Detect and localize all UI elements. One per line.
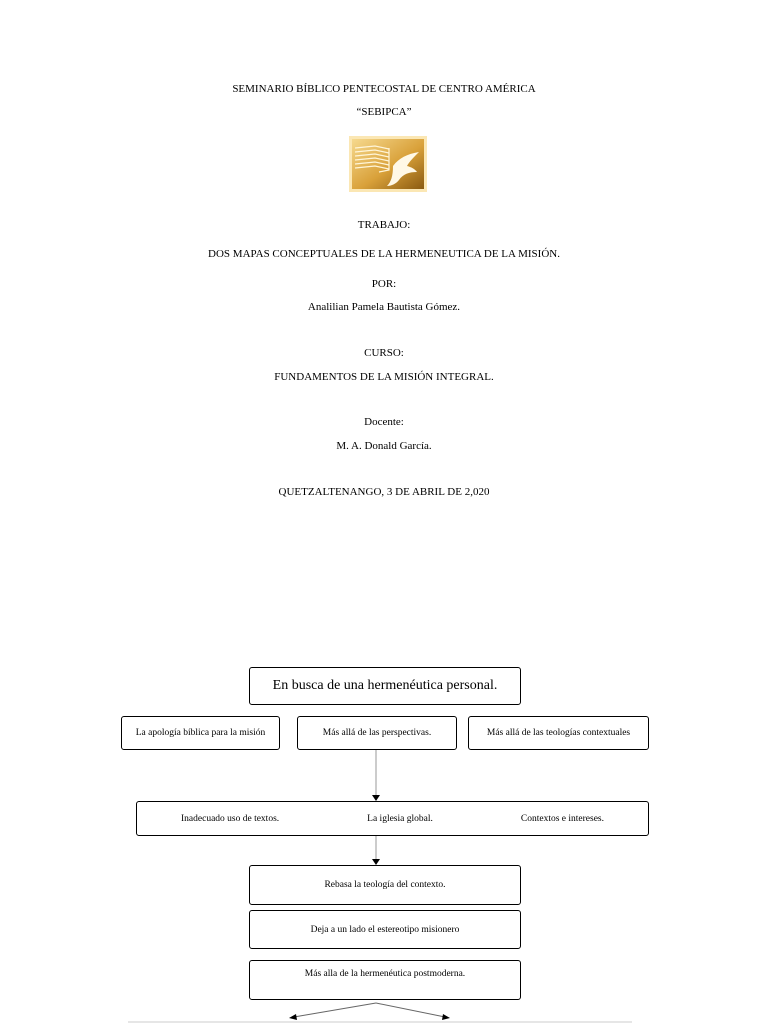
concept-item: Inadecuado uso de textos. [181, 813, 280, 824]
concept-node: Más alla de la hermenéutica postmoderna. [249, 960, 521, 1000]
teacher-label: Docente: [364, 416, 404, 428]
concept-node: Deja a un lado el estereotipo misionero [249, 910, 521, 949]
concept-map-title: En busca de una hermenéutica personal. [249, 667, 521, 705]
arrowhead-icon [289, 1014, 297, 1020]
course-name: FUNDAMENTOS DE LA MISIÓN INTEGRAL. [274, 371, 494, 383]
concept-node-row [136, 801, 649, 836]
institution-acronym: “SEBIPCA” [356, 106, 412, 118]
course-label: CURSO: [364, 347, 404, 359]
concept-item: Contextos e intereses. [520, 813, 604, 824]
by-label: POR: [371, 278, 397, 290]
work-label: TRABAJO: [357, 219, 411, 231]
teacher-name: M. A. Donald García. [336, 440, 432, 452]
arrowhead-icon [442, 1014, 450, 1020]
concept-item: La iglesia global. [367, 813, 433, 824]
concept-node: La apología bíblica para la misión [121, 716, 280, 750]
bible-dove-logo-icon [349, 136, 427, 192]
concept-node: Más allá de las teologías contextuales [468, 716, 649, 750]
concept-node: Rebasa la teología del contexto. [249, 865, 521, 905]
work-title: DOS MAPAS CONCEPTUALES DE LA HERMENEUTICA DE LA MISIÓN. [208, 248, 560, 260]
connector-line [294, 1003, 376, 1017]
connector-line [376, 1003, 445, 1017]
place-date: QUETZALTENANGO, 3 DE ABRIL DE 2,020 [278, 486, 490, 498]
concept-node: Más allá de las perspectivas. [297, 716, 457, 750]
author-name: Analilian Pamela Bautista Gómez. [307, 301, 461, 313]
institution-name: SEMINARIO BÍBLICO PENTECOSTAL DE CENTRO AMÉRICA [232, 83, 536, 95]
